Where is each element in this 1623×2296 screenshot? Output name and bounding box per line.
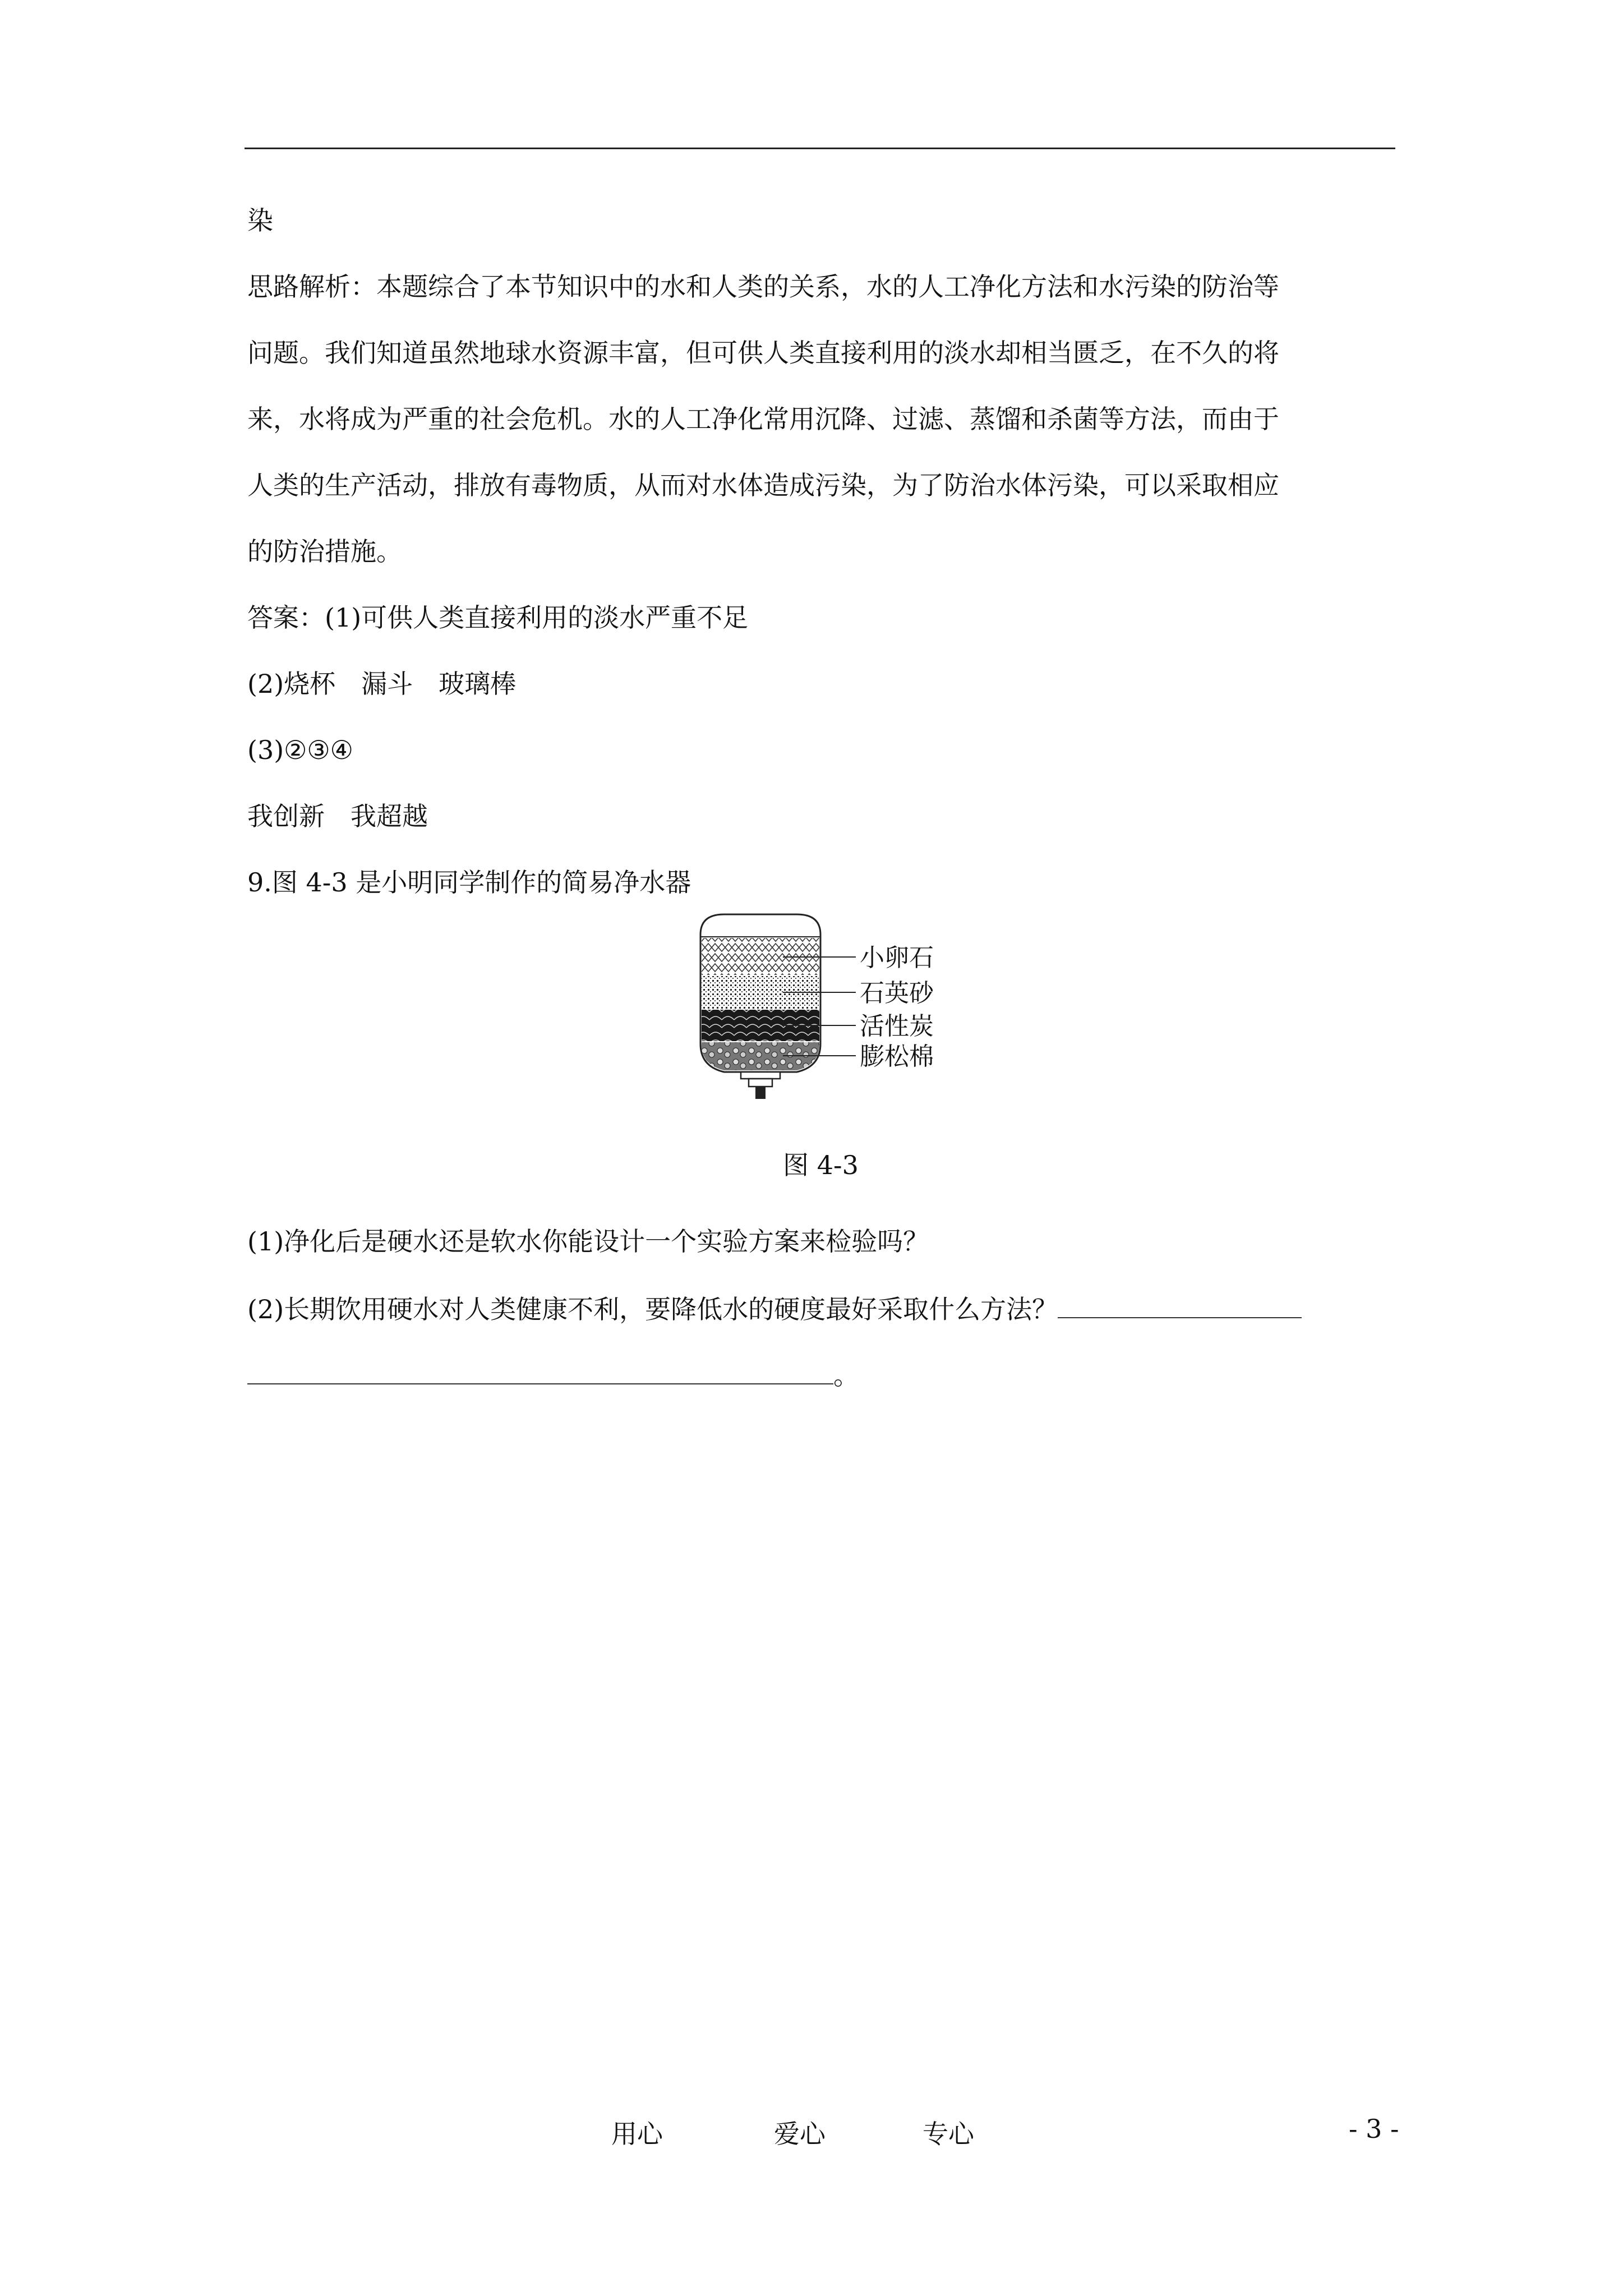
text-block [247, 205, 1394, 898]
label-pebble: 小卵石 [860, 944, 934, 972]
answer-line: (3)②③④ [247, 735, 353, 765]
header-rule [245, 148, 1395, 149]
footer-motto-1: 用心 [611, 2119, 663, 2149]
answer-blank[interactable] [1058, 1295, 1302, 1318]
text-line: 染 [247, 205, 273, 236]
page-number: - 3 - [1349, 2114, 1399, 2144]
footer-motto-2: 爱心 [774, 2119, 826, 2149]
answer-line: (2)烧杯 漏斗 玻璃棒 [247, 669, 517, 699]
text-line: 来，水将成为严重的社会危机。水的人工净化常用沉降、过滤、蒸馏和杀菌等方法，而由于 [247, 404, 1279, 434]
question-9-1: (1)净化后是硬水还是软水你能设计一个实验方案来检验吗？ [247, 1226, 929, 1257]
page-body [247, 205, 1394, 1391]
question-9-2: (2)长期饮用硬水对人类健康不利，要降低水的硬度最好采取什么方法？ [247, 1294, 1058, 1324]
text-line: 人类的生产活动，排放有毒物质，从而对水体造成污染，为了防治水体污染，可以采取相应 [247, 470, 1279, 500]
water-purifier-diagram [685, 912, 1021, 1106]
section-heading: 我创新 我超越 [247, 801, 428, 831]
figure-caption: 图 4-3 [783, 1150, 859, 1180]
answer-blank-continued[interactable] [247, 1361, 833, 1384]
sentence-end: 。 [833, 1360, 859, 1391]
answer-blank-line [247, 1360, 1394, 1391]
label-carbon: 活性炭 [860, 1012, 934, 1041]
question-9-2-line [247, 1294, 1394, 1324]
label-sand: 石英砂 [860, 979, 934, 1007]
water-purifier-figure [247, 912, 1394, 1108]
footer-motto-3: 专心 [923, 2119, 974, 2149]
question-9-stem: 9.图 4-3 是小明同学制作的简易净水器 [247, 867, 691, 898]
label-cotton: 膨松棉 [860, 1042, 934, 1071]
text-line: 思路解析：本题综合了本节知识中的水和人类的关系，水的人工净化方法和水污染的防治等 [247, 272, 1279, 302]
text-line: 问题。我们知道虽然地球水资源丰富，但可供人类直接利用的淡水却相当匮乏，在不久的将 [247, 338, 1279, 368]
text-line: 的防治措施。 [247, 536, 402, 567]
answer-line: 答案：(1)可供人类直接利用的淡水严重不足 [247, 602, 749, 633]
